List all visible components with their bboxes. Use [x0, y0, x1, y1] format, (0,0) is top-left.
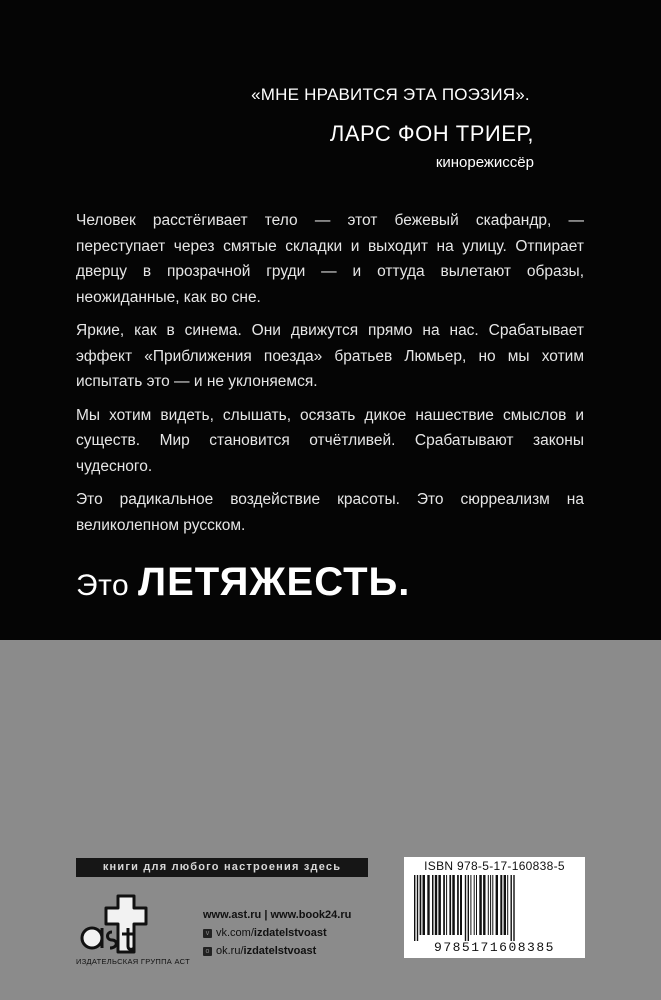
tagline-prefix: Это: [76, 569, 130, 602]
ast-logo-icon: [76, 888, 186, 956]
isbn-number: ISBN 978-5-17-160838-5: [424, 859, 565, 873]
barcode-panel: [404, 857, 585, 958]
website-links[interactable]: [203, 906, 351, 924]
endorsement-quote: «МНЕ НРАВИТСЯ ЭТА ПОЭЗИЯ».: [251, 85, 530, 104]
vk-link-prefix: vk.com/: [216, 927, 254, 939]
description-paragraph: Мы хотим видеть, слышать, осязать дикое нашествие смыслов и существ. Мир становится отчётливей. Срабатывают законы чудесного.: [76, 406, 584, 475]
ean-number: 9785171608385: [434, 940, 555, 955]
description-paragraph: Человек расстёгивает тело — этот бежевый скафандр, — переступает через смятые складки и выходит на улицу. Отпирает дверцу в прозрачной груди — и оттуда вылетают образы, неожиданные, как во сне.: [76, 212, 584, 306]
publisher-name: ИЗДАТЕЛЬСКАЯ ГРУППА АСТ: [76, 957, 190, 966]
barcode-icon: [412, 875, 577, 941]
website-links-text[interactable]: www.ast.ru | www.book24.ru: [203, 909, 352, 921]
ok-link[interactable]: [203, 942, 351, 960]
ok-link-handle: izdatelstvoast: [243, 945, 317, 957]
vk-link[interactable]: [203, 924, 351, 942]
vk-icon: v: [203, 929, 212, 938]
book-title: ЛЕТЯЖЕСТЬ.: [138, 560, 411, 604]
ok-link-prefix: ok.ru/: [216, 945, 244, 957]
tagline: [76, 560, 410, 605]
description-paragraph: Яркие, как в синема. Они движутся прямо на нас. Срабатывает эффект «Приближения поезда» братьев Люмьер, но мы хотим испытать это — и не уклоняемся.: [76, 322, 584, 390]
vk-link-handle: izdatelstvoast: [253, 927, 327, 939]
description-paragraph: Это радикальное воздействие красоты. Это сюрреализм на великолепном русском.: [76, 491, 584, 534]
ok-icon: o: [203, 947, 212, 956]
publisher-logo: [76, 888, 190, 974]
quote-author-role: кинорежиссёр: [435, 154, 534, 171]
quote-author: ЛАРС ФОН ТРИЕР,: [329, 121, 534, 146]
book-description: [76, 208, 584, 546]
publisher-links: [203, 906, 351, 960]
publisher-slogan: книги для любого настроения здесь: [76, 858, 368, 877]
